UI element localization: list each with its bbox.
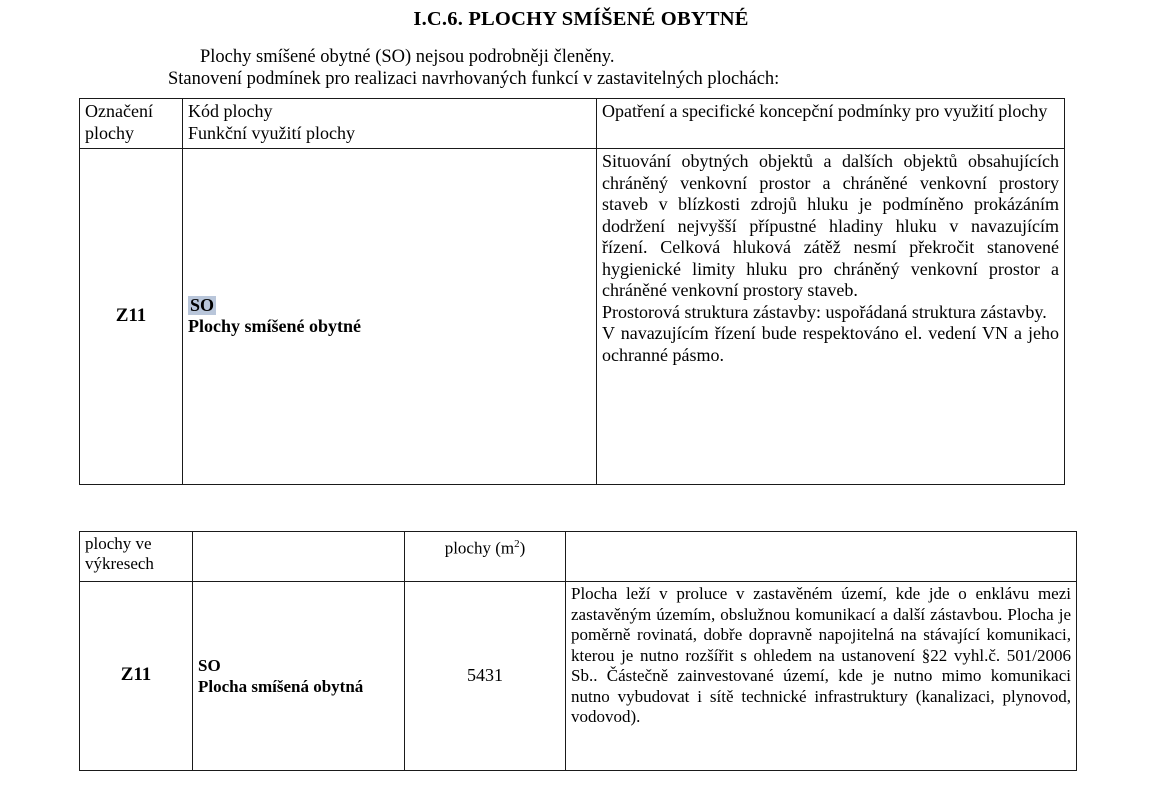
intro-paragraph xyxy=(80,46,1080,90)
cell-oznaceni-z11: Z11 xyxy=(80,149,183,485)
table-areas xyxy=(79,531,1077,771)
header-plochy-ve-vykresech-line2: výkresech xyxy=(85,554,154,573)
header-plochy-m2 xyxy=(405,532,566,582)
header-plochy-m2-tail: ) xyxy=(519,538,526,558)
table-conditions xyxy=(79,98,1065,485)
header-plochy-m2-text: plochy (m xyxy=(444,538,515,558)
header-kod-plochy xyxy=(183,99,597,149)
intro-line-1: Plochy smíšené obytné (SO) nejsou podrobněji členěny. xyxy=(200,47,615,67)
header-empty-nazev xyxy=(193,532,405,582)
cell-plocha-m2: 5431 xyxy=(405,582,566,771)
header-opatreni-podminky: Opatření a specifické koncepční podmínky pro využití plochy xyxy=(597,99,1065,149)
table-row xyxy=(80,149,1065,485)
table-row xyxy=(80,582,1077,771)
cell-oznaceni-z11: Z11 xyxy=(80,582,193,771)
cell-popis-plochy: Plocha leží v proluce v zastavěném území, kde jde o enklávu mezi zastavěným územím, obslužnou komunikací a další zástavbou. Plocha je poměrně rovinatá, dobře dopravně napojitelná na stávající komunikaci, kterou je nutno rozšířit s ohledem na ustanovení §22 vyhl.č. 501/2006 Sb.. Částečně zainvestované území, kde je nutno mimo komunikaci nutno vybudovat i sítě technické infrastruktury (kanalizaci, plynovod, vodovod). xyxy=(566,582,1077,771)
opatreni-paragraph-3: V navazujícím řízení bude respektováno el. vedení VN a jeho ochranné pásmo. xyxy=(602,323,1059,365)
opatreni-paragraph-2: Prostorová struktura zástavby: uspořádaná struktura zástavby. xyxy=(602,301,1047,322)
intro-line-2: Stanovení podmínek pro realizaci navrhovaných funkcí v zastavitelných plochách: xyxy=(168,69,780,89)
opatreni-paragraph-1: Situování obytných objektů a dalších objektů obsahujících chráněný venkovní prostor a chráněné venkovní prostory staveb v blízkosti zdrojů hluku je podmíněno prokázáním dodržení nejvyšší přípustné hladiny hluku v navazujícím řízení. Celková hluková zátěž nesmí překročit stanovené hygienické limity hluku pro chráněný venkovní prostor a chráněné venkovní prostory staveb. xyxy=(602,151,1059,300)
header-kod-plochy-line1: Kód plochy xyxy=(188,101,273,121)
table-header-row xyxy=(80,532,1077,582)
cell-kod-nazev xyxy=(193,582,405,771)
header-empty-popis xyxy=(566,532,1077,582)
header-plochy-ve-vykresech xyxy=(80,532,193,582)
code-badge-so: SO xyxy=(190,294,215,315)
plocha-nazev: Plocha smíšená obytná xyxy=(198,676,364,696)
code-label-so: SO xyxy=(198,655,221,675)
header-plochy-ve-vykresech-line1: plochy ve xyxy=(85,534,152,553)
table-header-row xyxy=(80,99,1065,149)
cell-opatreni-podminky xyxy=(597,149,1065,485)
header-plochy-m2-exponent: 2 xyxy=(514,538,520,550)
cell-kod-funkcni-vyuziti xyxy=(183,149,597,485)
code-description: Plochy smíšené obytné xyxy=(188,316,361,337)
header-funkcni-vyuziti-line2: Funkční využití plochy xyxy=(188,122,355,143)
page-title: I.C.6. PLOCHY SMÍŠENÉ OBYTNÉ xyxy=(413,8,749,30)
header-oznaceni-plochy: Označení plochy xyxy=(80,99,183,149)
